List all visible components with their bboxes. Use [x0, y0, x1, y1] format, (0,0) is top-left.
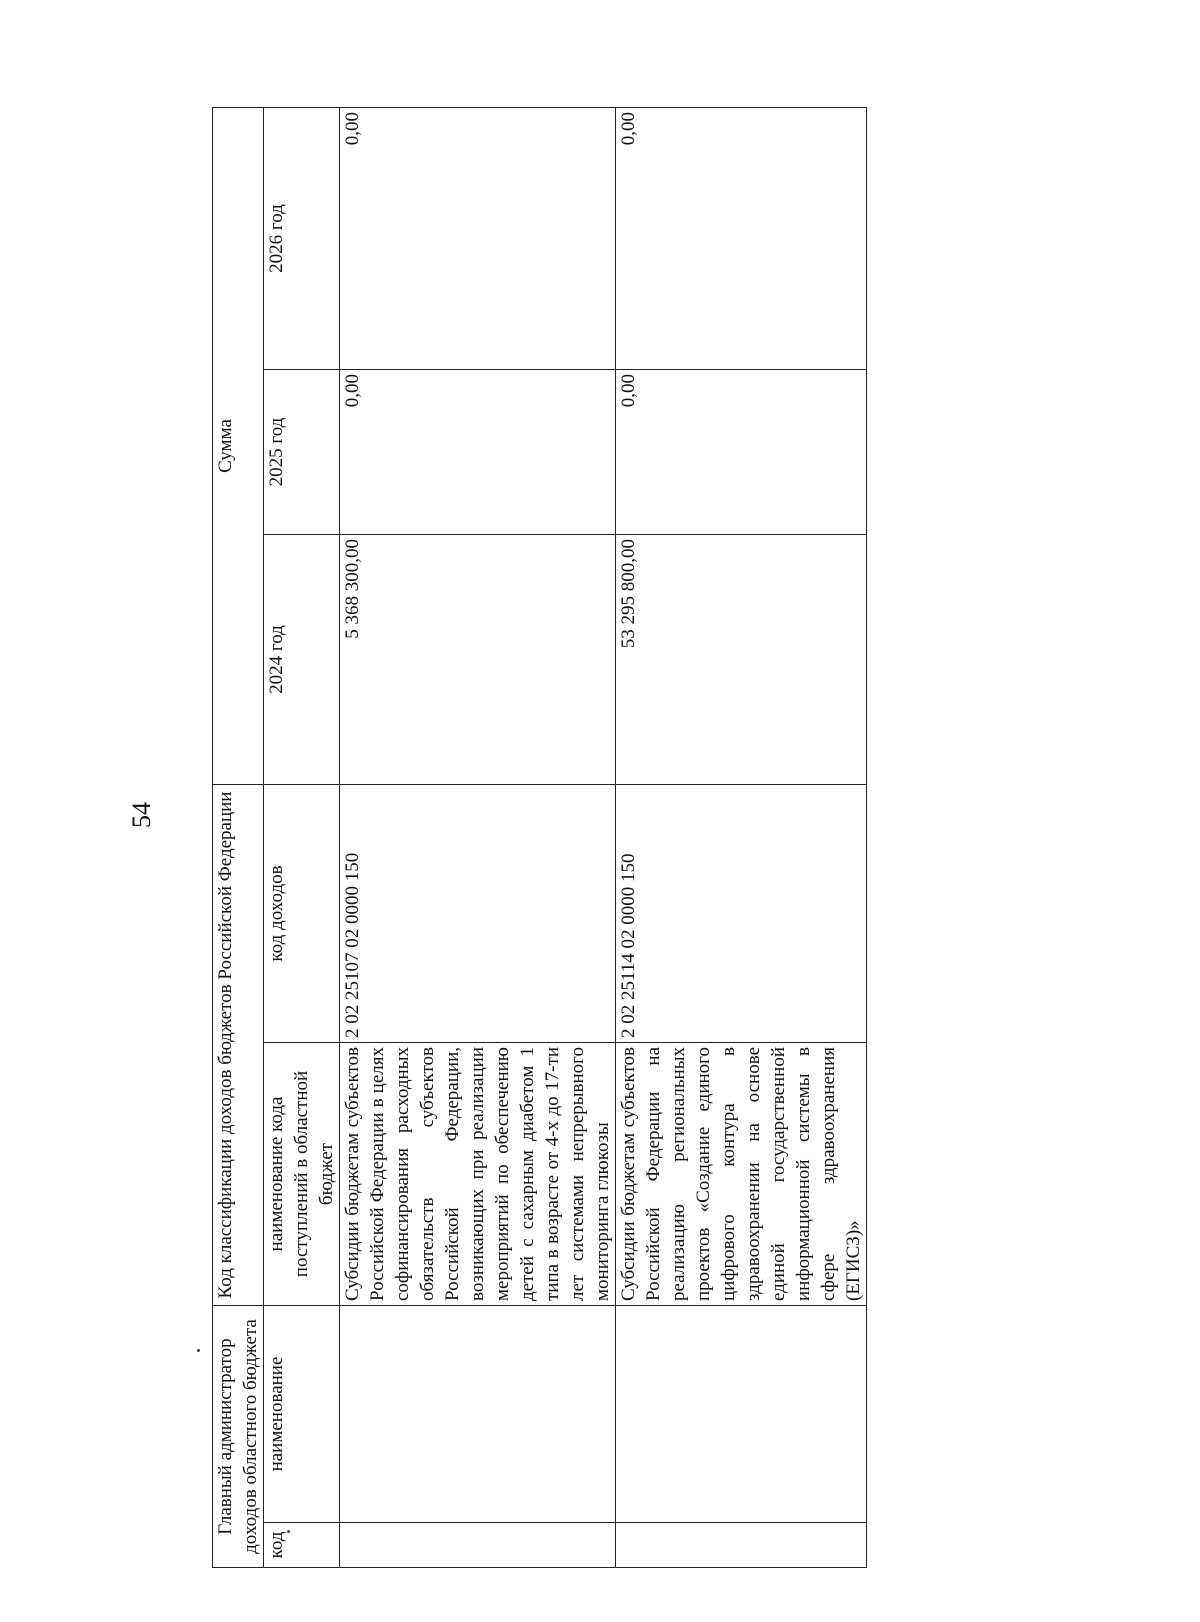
row-income-code: 2 02 25114 02 0000 150	[616, 785, 867, 1043]
row-sum-2024: 5 368 300,00	[340, 535, 616, 785]
page-number: 54	[127, 802, 156, 828]
header-income-code: код доходов	[264, 785, 340, 1043]
header-year-2026: 2026 год	[264, 108, 340, 370]
row-sum-2026: 0,00	[616, 108, 867, 370]
row-admin-name	[616, 1306, 867, 1523]
header-admin-name: наименование	[264, 1306, 340, 1523]
rotated-table-area	[212, 108, 864, 1568]
header-income-name: наименование кода поступлений в областной бюджет	[264, 1043, 340, 1306]
scan-speck	[197, 1349, 200, 1352]
table-row	[340, 108, 616, 1568]
table-container	[212, 108, 864, 1568]
header-year-2024: 2024 год	[264, 535, 340, 785]
row-income-name: Субсидии бюджетам субъектов Российской Федерации в целях софинансирования расходных обязательств субъектов Российской Федерации, возникающих при реализации мероприятий по обеспечению детей с сахарным диабетом 1 типа в возрасте от 4-х до 17-ти лет системами непрерывного мониторинга глюкозы	[340, 1043, 616, 1306]
row-admin-code	[616, 1523, 867, 1568]
header-classification: Код классификации доходов бюджетов Российской Федерации	[213, 785, 264, 1306]
header-year-2025: 2025 год	[264, 370, 340, 535]
row-sum-2026: 0,00	[340, 108, 616, 370]
header-sum: Сумма	[213, 108, 264, 785]
row-income-name: Субсидии бюджетам субъектов Российской Федерации на реализацию региональных проектов «Создание единого цифрового контура в здравоохранении на основе единой государственной информационной системы в сфере здравоохранения (ЕГИСЗ)»	[616, 1043, 867, 1306]
table-row	[616, 108, 867, 1568]
row-income-code: 2 02 25107 02 0000 150	[340, 785, 616, 1043]
header-admin-code: код	[264, 1523, 340, 1568]
row-sum-2025: 0,00	[616, 370, 867, 535]
row-sum-2024: 53 295 800,00	[616, 535, 867, 785]
income-table	[212, 107, 867, 1568]
header-main-admin: Главный администратор доходов областного бюджета	[213, 1306, 264, 1568]
row-admin-name	[340, 1306, 616, 1523]
row-admin-code	[340, 1523, 616, 1568]
row-sum-2025: 0,00	[340, 370, 616, 535]
